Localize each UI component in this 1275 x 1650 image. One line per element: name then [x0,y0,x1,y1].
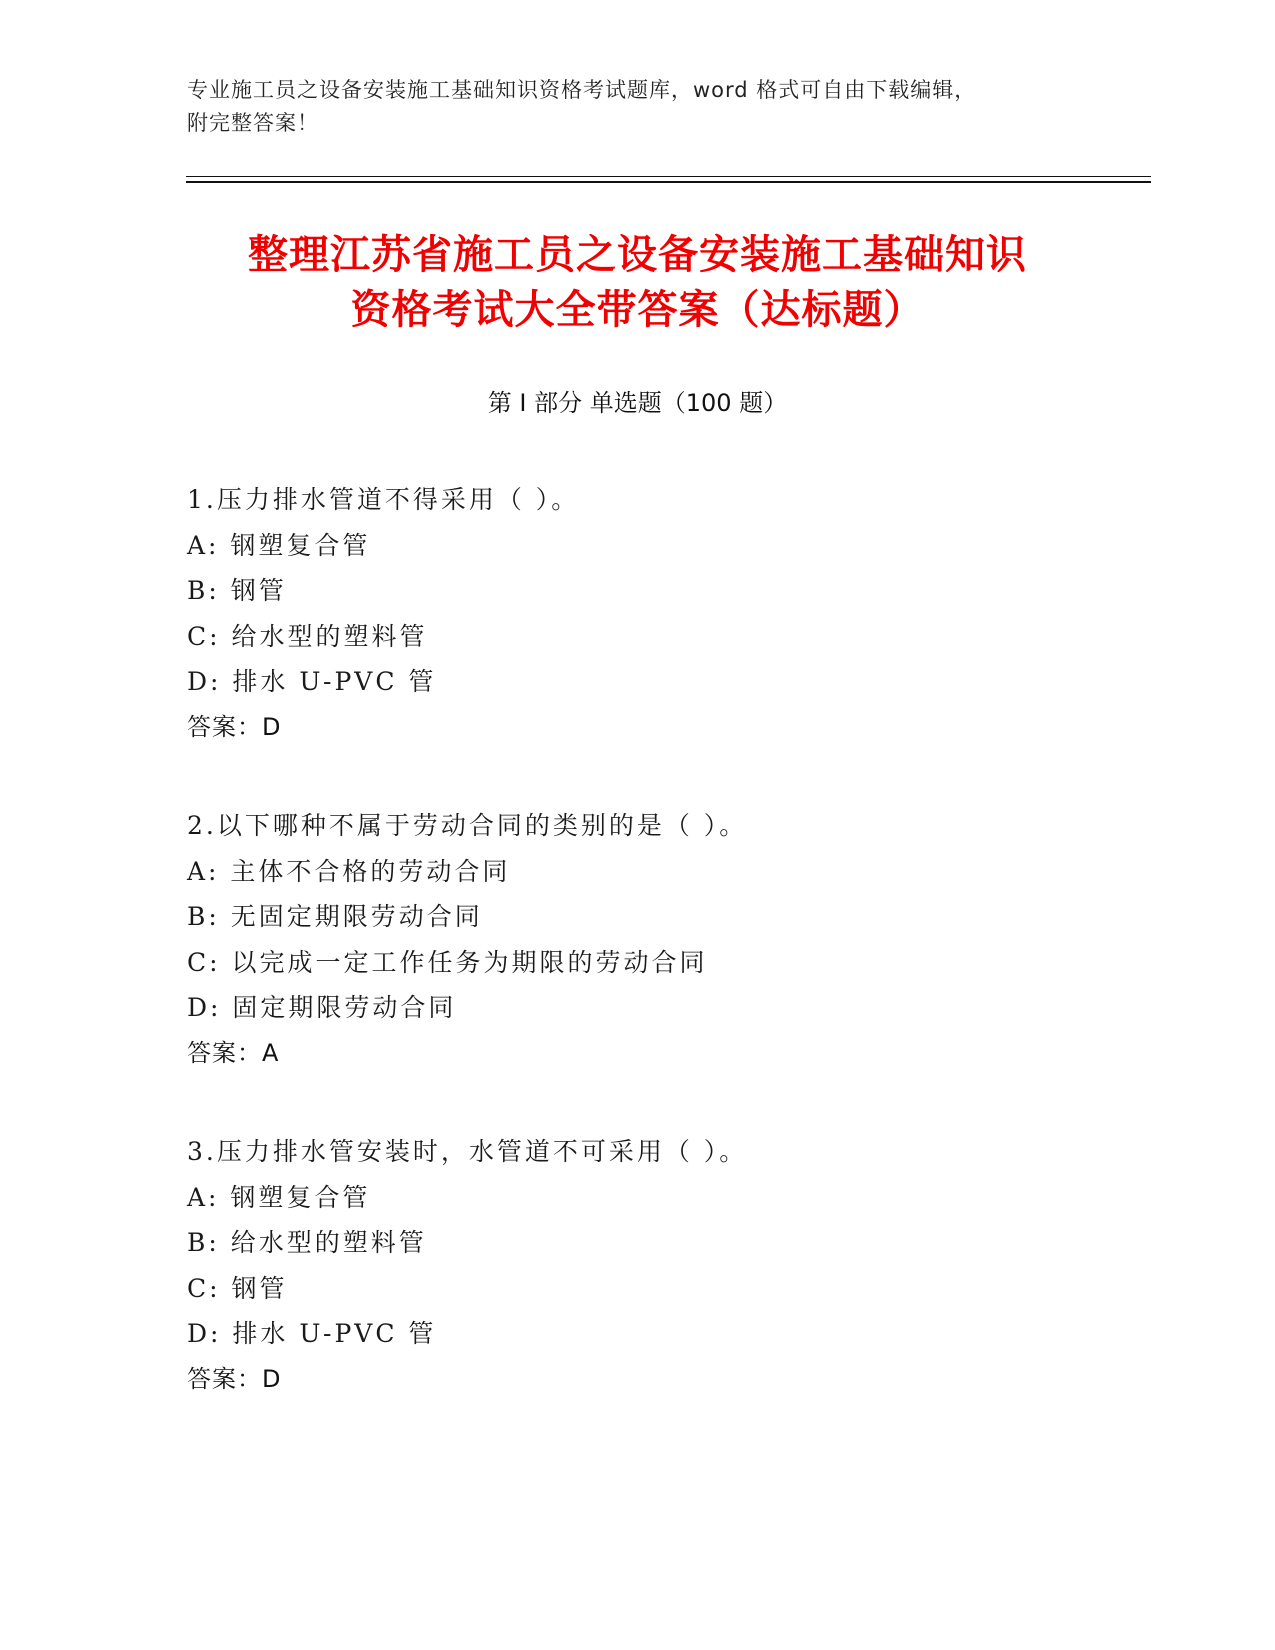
question-item [187,477,1087,750]
header-note-line-2: 附完整答案！ [187,111,319,135]
page-title-line-2: 资格考试大全带答案（达标题） [350,287,925,333]
answer-label: 答案：A [187,1038,280,1067]
question-stem: 3.压力排水管安装时，水管道不可采用（ ）。 [187,1137,748,1166]
option-d: D: 固定期限劳动合同 [187,993,457,1022]
option-a: A: 钢塑复合管 [187,530,371,560]
header-note-line-1: 专业施工员之设备安装施工基础知识资格考试题库，word 格式可自由下载编辑， [187,78,977,102]
page-title-line-1: 整理江苏省施工员之设备安装施工基础知识 [248,232,1027,278]
option-b: B: 钢管 [187,576,287,605]
header-divider-thick [186,181,1151,183]
question-list [187,477,1087,1455]
answer-label: 答案：D [187,712,282,741]
option-a: A: 主体不合格的劳动合同 [187,856,511,886]
answer-label: 答案：D [187,1364,282,1393]
header-note [187,74,1067,140]
option-b: B: 无固定期限劳动合同 [187,902,483,931]
option-d: D: 排水 U-PVC 管 [187,1319,437,1348]
option-b: B: 给水型的塑料管 [187,1228,427,1257]
option-a: A: 钢塑复合管 [187,1182,371,1212]
section-heading: 第 I 部分 单选题（100 题） [487,389,788,417]
option-c: C: 钢管 [187,1273,288,1303]
option-d: D: 排水 U-PVC 管 [187,667,437,696]
option-c: C: 给水型的塑料管 [187,621,428,651]
question-item [187,803,1087,1076]
header-divider-thin [186,176,1151,177]
page-title [150,228,1125,338]
question-stem: 1.压力排水管道不得采用（ ）。 [187,485,580,514]
option-c: C: 以完成一定工作任务为期限的劳动合同 [187,947,708,977]
question-item [187,1129,1087,1402]
question-stem: 2.以下哪种不属于劳动合同的类别的是（ ）。 [187,811,748,840]
